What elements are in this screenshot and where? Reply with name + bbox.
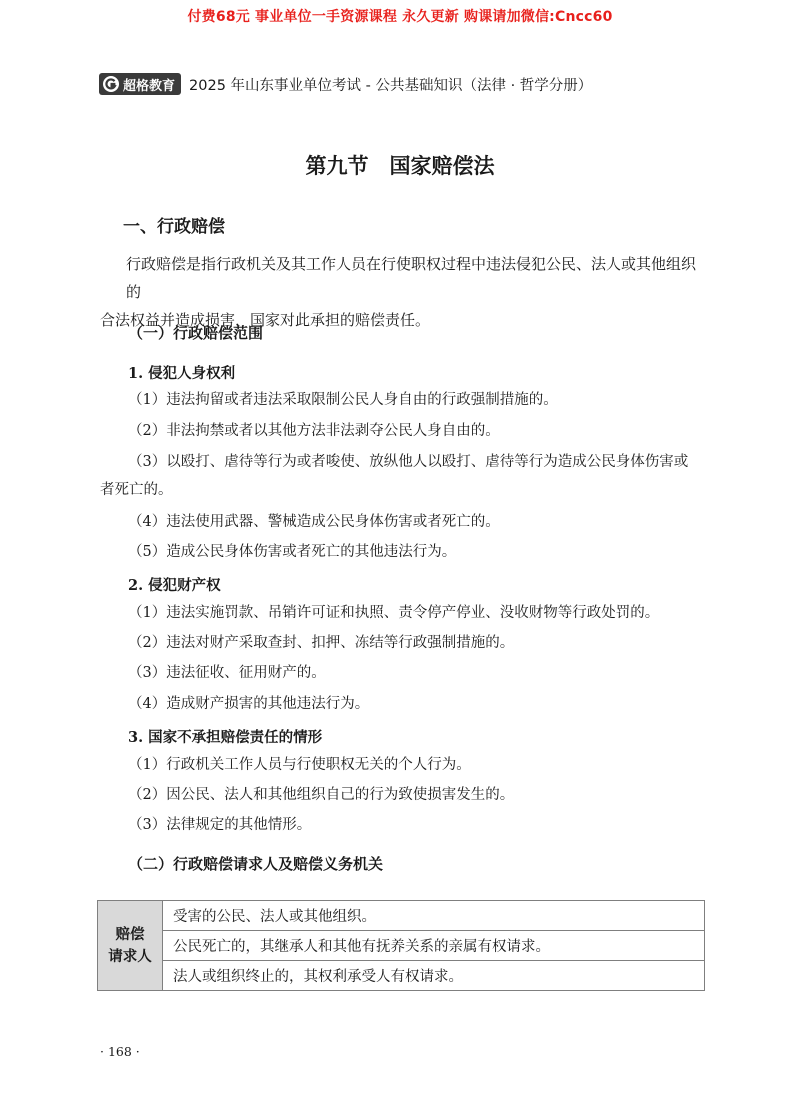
list-item-line: （3）以殴打、虐待等行为或者唆使、放纵他人以殴打、虐待等行为造成公民身体伤害或 [128, 454, 689, 470]
page-header [99, 73, 592, 95]
table-cell: 法人或组织终止的，其权利承受人有权请求。 [163, 961, 705, 991]
list-item: （2）非法拘禁或者以其他方法非法剥夺公民人身自由的。 [128, 423, 500, 439]
subheading-claimants: （二）行政赔偿请求人及赔偿义务机关 [128, 855, 384, 873]
table-header-line: 赔偿 [115, 925, 145, 943]
publisher-logo [99, 73, 181, 95]
list-item: （1）违法实施罚款、吊销许可证和执照、责令停产停业、没收财物等行政处罚的。 [128, 605, 660, 621]
logo-icon [102, 75, 120, 93]
heading-administrative-compensation: 一、行政赔偿 [123, 217, 225, 237]
section-title: 第九节 国家赔偿法 [305, 153, 495, 178]
list-item-line: 者死亡的。 [100, 482, 173, 498]
table-row [98, 901, 705, 931]
logo-text: 超格教育 [123, 78, 176, 94]
page-number: · 168 · [100, 1044, 140, 1059]
group-title-exemptions: 3. 国家不承担赔偿责任的情形 [128, 729, 323, 746]
list-item: （3）违法征收、征用财产的。 [128, 665, 326, 681]
list-item: （4）违法使用武器、警械造成公民身体伤害或者死亡的。 [128, 514, 500, 530]
table-cell: 受害的公民、法人或其他组织。 [163, 901, 705, 931]
group-title-personal-rights: 1. 侵犯人身权利 [128, 365, 236, 382]
table-cell: 公民死亡的，其继承人和其他有抚养关系的亲属有权请求。 [163, 931, 705, 961]
intro-line: 合法权益并造成损害，国家对此承担的赔偿责任。 [100, 311, 431, 329]
subheading-scope: （一）行政赔偿范围 [128, 324, 264, 342]
list-item: （1）行政机关工作人员与行使职权无关的个人行为。 [128, 757, 471, 773]
list-item: （1）违法拘留或者违法采取限制公民人身自由的行政强制措施的。 [128, 392, 558, 408]
promo-banner: 付费68元 事业单位一手资源课程 永久更新 购课请加微信:Cncc60 [187, 9, 613, 25]
list-item: （4）造成财产损害的其他违法行为。 [128, 696, 370, 712]
book-title: 2025 年山东事业单位考试 - 公共基础知识（法律 · 哲学分册） [189, 77, 593, 94]
table-row [98, 961, 705, 991]
intro-line: 行政赔偿是指行政机关及其工作人员在行使职权过程中违法侵犯公民、法人或其他组织的 [126, 255, 697, 301]
group-title-property-rights: 2. 侵犯财产权 [128, 577, 221, 594]
list-item [100, 448, 706, 504]
list-item: （3）法律规定的其他情形。 [128, 817, 312, 833]
list-item: （5）造成公民身体伤害或者死亡的其他违法行为。 [128, 544, 457, 560]
list-item: （2）违法对财产采取查封、扣押、冻结等行政强制措施的。 [128, 635, 515, 651]
list-item: （2）因公民、法人和其他组织自己的行为致使损害发生的。 [128, 787, 515, 803]
table-row [98, 931, 705, 961]
claimant-table [97, 900, 705, 991]
table-row-header [98, 901, 163, 991]
table-header-line: 请求人 [108, 947, 152, 965]
